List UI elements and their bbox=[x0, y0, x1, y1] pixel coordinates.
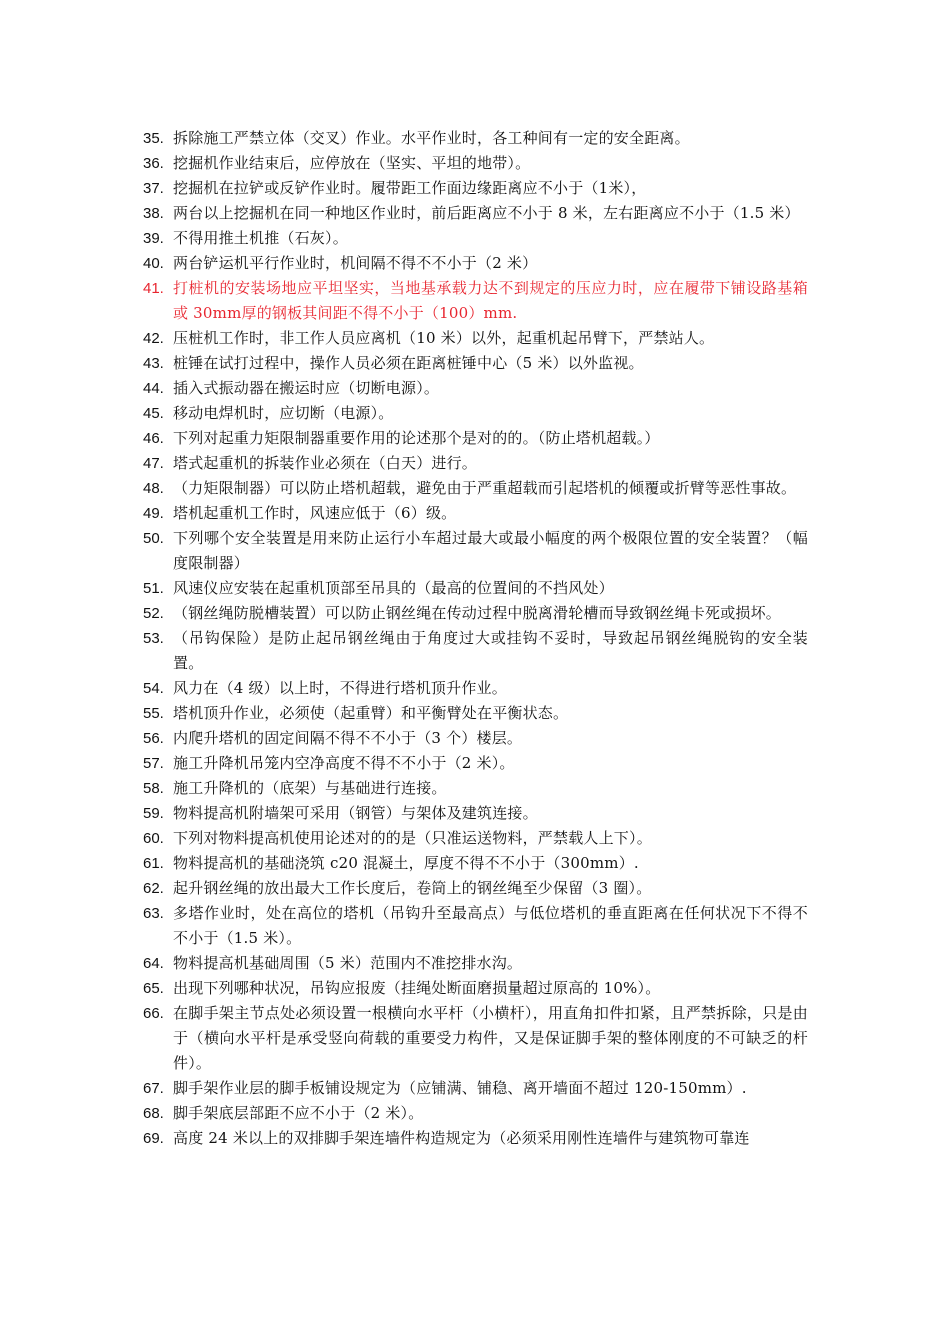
item-number: 57. bbox=[143, 755, 164, 772]
list-item bbox=[143, 226, 808, 251]
list-item bbox=[143, 526, 808, 576]
list-item bbox=[143, 1076, 808, 1101]
list-item bbox=[143, 376, 808, 401]
list-item bbox=[143, 451, 808, 476]
item-text: （吊钩保险）是防止起吊钢丝绳由于角度过大或挂钩不妥时，导致起吊钢丝绳脱钩的安全装置。 bbox=[173, 629, 808, 672]
item-number: 47. bbox=[143, 455, 164, 472]
item-text: 两台以上挖掘机在同一种地区作业时，前后距离应不小于 8 米，左右距离应不小于（1.5 米） bbox=[173, 204, 800, 222]
item-number: 63. bbox=[143, 905, 164, 922]
list-item bbox=[143, 276, 808, 326]
item-number: 55. bbox=[143, 705, 164, 722]
item-number: 41. bbox=[143, 280, 164, 297]
item-text: 物料提高机基础周围（5 米）范围内不准挖排水沟。 bbox=[173, 954, 523, 972]
item-text: 在脚手架主节点处必须设置一根横向水平杆（小横杆），用直角扣件扣紧，且严禁拆除，只是由于（横向水平杆是承受竖向荷载的重要受力构件，又是保证脚手架的整体刚度的不可缺乏的杆件）。 bbox=[173, 1004, 808, 1072]
list-item bbox=[143, 726, 808, 751]
item-number: 44. bbox=[143, 380, 164, 397]
list-item bbox=[143, 151, 808, 176]
item-number: 60. bbox=[143, 830, 164, 847]
item-number: 59. bbox=[143, 805, 164, 822]
item-text: 插入式振动器在搬运时应（切断电源）。 bbox=[173, 379, 440, 397]
item-text: 拆除施工严禁立体（交叉）作业。水平作业时，各工种间有一定的安全距离。 bbox=[173, 129, 690, 147]
item-text: 脚手架底层部距不应不小于（2 米）。 bbox=[173, 1104, 424, 1122]
list-item bbox=[143, 326, 808, 351]
list-item bbox=[143, 401, 808, 426]
item-number: 61. bbox=[143, 855, 164, 872]
item-text: （力矩限制器）可以防止塔机超载，避免由于严重超载而引起塔机的倾覆或折臂等恶性事故。 bbox=[173, 479, 797, 497]
item-number: 53. bbox=[143, 630, 164, 647]
item-text: 两台铲运机平行作业时，机间隔不得不不小于（2 米） bbox=[173, 254, 538, 272]
question-list bbox=[143, 126, 808, 1151]
list-item bbox=[143, 251, 808, 276]
item-number: 62. bbox=[143, 880, 164, 897]
list-item bbox=[143, 476, 808, 501]
list-item bbox=[143, 826, 808, 851]
item-number: 50. bbox=[143, 530, 164, 547]
item-text: 出现下列哪种状况，吊钩应报废（挂绳处断面磨损量超过原高的 10%）。 bbox=[173, 979, 661, 997]
item-text: 起升钢丝绳的放出最大工作长度后，卷筒上的钢丝绳至少保留（3 圈）。 bbox=[173, 879, 652, 897]
item-number: 42. bbox=[143, 330, 164, 347]
item-text: 塔式起重机的拆装作业必须在（白天）进行。 bbox=[173, 454, 478, 472]
item-text: 物料提高机附墙架可采用（钢管）与架体及建筑连接。 bbox=[173, 804, 538, 822]
item-text: 塔机顶升作业，必须使（起重臂）和平衡臂处在平衡状态。 bbox=[173, 704, 569, 722]
item-text: 施工升降机的（底架）与基础进行连接。 bbox=[173, 779, 447, 797]
list-item bbox=[143, 351, 808, 376]
list-item bbox=[143, 901, 808, 951]
item-text: 挖掘机在拉铲或反铲作业时。履带距工作面边缘距离应不小于（1米）， bbox=[173, 179, 647, 197]
list-item bbox=[143, 1126, 808, 1151]
item-text: 下列哪个安全装置是用来防止运行小车超过最大或最小幅度的两个极限位置的安全装置？（幅度限制器） bbox=[173, 529, 808, 572]
item-number: 65. bbox=[143, 980, 164, 997]
item-text: 打桩机的安装场地应平坦坚实，当地基承载力达不到规定的压应力时，应在履带下铺设路基箱或 30mm厚的钢板其间距不得不小于（100）mm. bbox=[173, 279, 808, 322]
item-text: （钢丝绳防脱槽装置）可以防止钢丝绳在传动过程中脱离滑轮槽而导致钢丝绳卡死或损坏。 bbox=[173, 604, 782, 622]
item-number: 49. bbox=[143, 505, 164, 522]
item-text: 移动电焊机时，应切断（电源）。 bbox=[173, 404, 394, 422]
list-item bbox=[143, 126, 808, 151]
list-item bbox=[143, 851, 808, 876]
item-number: 38. bbox=[143, 205, 164, 222]
item-number: 68. bbox=[143, 1105, 164, 1122]
item-text: 高度 24 米以上的双排脚手架连墙件构造规定为（必须采用刚性连墙件与建筑物可靠连 bbox=[173, 1129, 750, 1147]
item-text: 下列对物料提高机使用论述对的的是（只准运送物料，严禁载人上下）。 bbox=[173, 829, 652, 847]
item-number: 66. bbox=[143, 1005, 164, 1022]
list-item bbox=[143, 951, 808, 976]
item-text: 物料提高机的基础浇筑 c20 混凝土，厚度不得不不小于（300mm）. bbox=[173, 854, 639, 872]
list-item bbox=[143, 751, 808, 776]
item-number: 43. bbox=[143, 355, 164, 372]
list-item bbox=[143, 201, 808, 226]
list-item bbox=[143, 701, 808, 726]
list-item bbox=[143, 801, 808, 826]
list-item bbox=[143, 776, 808, 801]
item-number: 67. bbox=[143, 1080, 164, 1097]
list-item bbox=[143, 576, 808, 601]
item-text: 压桩机工作时，非工作人员应离机（10 米）以外，起重机起吊臂下，严禁站人。 bbox=[173, 329, 715, 347]
item-number: 54. bbox=[143, 680, 164, 697]
item-number: 51. bbox=[143, 580, 164, 597]
item-number: 35. bbox=[143, 130, 164, 147]
item-text: 不得用推土机推（石灰）。 bbox=[173, 229, 348, 247]
item-number: 64. bbox=[143, 955, 164, 972]
item-number: 37. bbox=[143, 180, 164, 197]
item-text: 内爬升塔机的固定间隔不得不不小于（3 个）楼层。 bbox=[173, 729, 523, 747]
item-text: 风速仪应安装在起重机顶部至吊具的（最高的位置间的不挡风处） bbox=[173, 579, 614, 597]
list-item bbox=[143, 1101, 808, 1126]
item-number: 46. bbox=[143, 430, 164, 447]
item-text: 施工升降机吊笼内空净高度不得不不小于（2 米）。 bbox=[173, 754, 515, 772]
item-text: 挖掘机作业结束后，应停放在（坚实、平坦的地带）。 bbox=[173, 154, 531, 172]
item-text: 脚手架作业层的脚手板铺设规定为（应铺满、铺稳、离开墙面不超过 120-150mm）. bbox=[173, 1079, 747, 1097]
list-item bbox=[143, 601, 808, 626]
item-text: 下列对起重力矩限制器重要作用的论述那个是对的的。（防止塔机超载。） bbox=[173, 429, 660, 447]
list-item bbox=[143, 976, 808, 1001]
list-item bbox=[143, 676, 808, 701]
item-number: 36. bbox=[143, 155, 164, 172]
list-item bbox=[143, 876, 808, 901]
item-number: 39. bbox=[143, 230, 164, 247]
item-text: 桩锤在试打过程中，操作人员必须在距离桩锤中心（5 米）以外监视。 bbox=[173, 354, 644, 372]
item-number: 52. bbox=[143, 605, 164, 622]
list-item bbox=[143, 626, 808, 676]
list-item bbox=[143, 501, 808, 526]
item-number: 45. bbox=[143, 405, 164, 422]
list-item bbox=[143, 1001, 808, 1076]
item-number: 40. bbox=[143, 255, 164, 272]
list-item bbox=[143, 176, 808, 201]
item-number: 56. bbox=[143, 730, 164, 747]
item-number: 48. bbox=[143, 480, 164, 497]
item-text: 多塔作业时，处在高位的塔机（吊钩升至最高点）与低位塔机的垂直距离在任何状况下不得不不小于（1.5 米）。 bbox=[173, 904, 808, 947]
list-item bbox=[143, 426, 808, 451]
item-text: 风力在（4 级）以上时，不得进行塔机顶升作业。 bbox=[173, 679, 507, 697]
item-text: 塔机起重机工作时，风速应低于（6）级。 bbox=[173, 504, 457, 522]
item-number: 58. bbox=[143, 780, 164, 797]
item-number: 69. bbox=[143, 1130, 164, 1147]
